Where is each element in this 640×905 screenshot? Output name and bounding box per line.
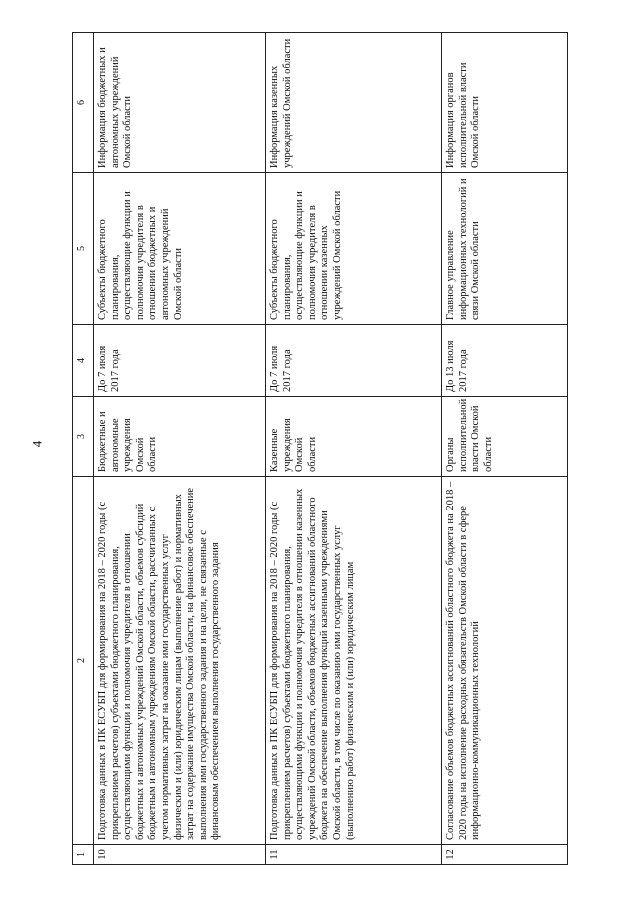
header-cell: 4 <box>73 325 94 397</box>
deadline-cell: До 7 июля 2017 года <box>266 325 442 397</box>
table-row <box>94 33 266 865</box>
recipient-cell: Информация бюджетных и автономных учреждений Омской области <box>94 33 266 173</box>
header-cell: 1 <box>73 845 94 865</box>
page-number: 4 <box>29 440 45 448</box>
deadline-cell: До 7 июля 2017 года <box>94 325 266 397</box>
header-cell: 2 <box>73 477 94 845</box>
participants-cell: Органы исполнительной власти Омской области <box>442 397 568 477</box>
table-row <box>266 33 442 865</box>
responsible-cell: Субъекты бюджетного планирования, осуществляющие функции и полномочия учредителя в отношении бюджетных и автономных учреждений Омской области <box>94 173 266 325</box>
action-cell: Согласование объемов бюджетных ассигнований областного бюджета на 2018 – 2020 годы на исполнение расходных обязательств Омской области в сфере информационно-коммуникационных технологий <box>442 477 568 845</box>
recipient-cell: Информация казенных учреждений Омской области <box>266 33 442 173</box>
recipient-cell: Информация органов исполнительной власти Омской области <box>442 33 568 173</box>
action-cell: Подготовка данных в ПК ЕСУБП для формирования на 2018 – 2020 годы (с прикреплением расчетов) субъектами бюджетного планирования, осуществляющими функции и полномочия учредителя в отношении казенных учреждений Омской области, объемов бюджетных ассигнований областного бюджета на обеспечение выполнения функций казенными учреждениями Омской области, в том числе по оказанию ими государственных услуг (выполнению работ) физическим и (или) юридическим лицам <box>266 477 442 845</box>
action-cell: Подготовка данных в ПК ЕСУБП для формирования на 2018 – 2020 годы (с прикреплением расчетов) субъектами бюджетного планирования, осуществляющими функции и полномочия учредителя в отношении бюджетных и автономных учреждений Омской области, объемов субсидий бюджетным и автономным учреждениям Омской области, рассчитанных с учетом нормативных затрат на оказание ими государственных услуг физическим и (или) юридическим лицам (выполнение работ) и нормативных затрат на содержание имущества Омской области, на финансовое обеспечение выполнения ими государственного задания и на цели, не связанные с финансовым обеспечением выполнения государственного задания <box>94 477 266 845</box>
participants-cell: Бюджетные и автономные учреждения Омской области <box>94 397 266 477</box>
deadline-cell: До 13 июля 2017 года <box>442 325 568 397</box>
responsible-cell: Субъекты бюджетного планирования, осуществляющие функции и полномочия учредителя в отношении казенных учреждений Омской области <box>266 173 442 325</box>
header-cell: 6 <box>73 33 94 173</box>
row-number: 11 <box>266 845 442 865</box>
participants-cell: Казенные учреждения Омской области <box>266 397 442 477</box>
responsible-cell: Главное управление информационных технологий и связи Омской области <box>442 173 568 325</box>
table-row <box>442 33 568 865</box>
header-cell: 5 <box>73 173 94 325</box>
header-row <box>73 33 94 865</box>
rotated-table-wrapper <box>72 33 568 865</box>
row-number: 12 <box>442 845 568 865</box>
header-cell: 3 <box>73 397 94 477</box>
row-number: 10 <box>94 845 266 865</box>
plan-table <box>72 32 568 865</box>
